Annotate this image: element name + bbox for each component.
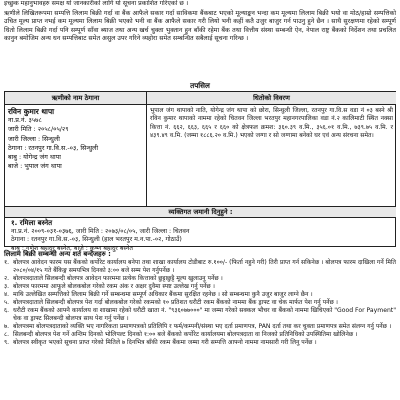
notice-top-line: इच्छुक महानुभावहरु समक्ष यो जानकारीको लागि यो सूचना प्रकाशित गरिएको छ ।: [4, 0, 189, 7]
term-item: ७. बोलपत्रमा बोलपत्रदाताको व्यक्ति भए नागरिकता प्रमाणपत्रको प्रतिलिपि र फर्म/कम्पनी/संस्था भए दर्ता प्रमाणपत्र, PAN दर्ता तथा कर चुक्ता प्रमाणपत्र समेत संलग्न गर्नु पर्नेछ ।: [4, 322, 392, 330]
guarantor-address: ठेगाना : रतनपुर गा.वि.स.-०३, सिन्धुली (हाल भरतपुर म.न.पा.-०२, गोठाउँ): [11, 236, 182, 244]
collateral-details: भुपाल जंग थापाको नाति, योगेन्द्र जंग थापा को छोरा, सिन्धुली जिल्ला, रतनपुर गा.वि.स वडा नं ०३ बस्ने श्री रविन कुमार थापाको नाममा रहेको चितवन जिल्ला भरतपुर महानगरपालिका वडा नं.२ कालिमाटी स्थित नक्सा कित्ता नं. ६६२, ६६३, ६६५ र ६६० को क्षेत्रफल क्रमश: ३६०.३९ व.मि., ३५६.०१ व.मि., ७३९.७५ व.मि. र ४३९.४९ व.मि. (जम्मा १८८६.२० व.मि.) भएको जग्गा र सो जग्गामा बनेको घर एवं अन्य संरचना समेत।: [150, 107, 393, 139]
term-item: ६. धरौटी रकम बैंकको आफ्नै कार्यालय वा शाखामा रहेको धरौटी खाता नं. "९३६०७७०००" मा जम्मा गरेको सक्कल भौचर वा बैंकको नाममा खिचिएको "Good For Payment" चेक वा ड्राफ्ट सिलबन्दी बोलपत्र साथ पेश गर्नु पर्नेछ ।: [4, 306, 396, 322]
term-item: ८. सिलबन्दी बोलपत्र पेश गर्ने अन्तिम दिनको भोलिपल्ट दिनको १:०० बजे बैंकको कर्पोरेट कार्यालयमा बोलपत्रदाता वा निजको प्रतिनिधिको उपस्थितिमा खोलिनेछ ।: [4, 330, 358, 338]
guarantor-id-details: ना.प्र.नं. २००९-०३१-०३७६, जारी मिति : २०७३/०८/०५, जारी जिल्ला : चितवन: [11, 227, 190, 235]
borrower-father: बाबु : योगेन्द्र जंग थापा: [8, 153, 61, 162]
borrower-grandfather: बाजे : भुपाल जंग थापा: [8, 162, 62, 171]
term-item: २. बोलपत्रदाताले सिलबन्दी बोलपत्र आवेदन फारममा प्रत्येक कित्ताको छुट्टाछुट्टै मूल्य खुलाउनु पर्नेछ ।: [4, 274, 223, 282]
term-item: ४. माथि उल्लेखित सम्पत्तिको लिलाम बिक्री गर्ने सम्बन्धमा सम्पूर्ण अधिकार बैंकमा सुरक्षित रहनेछ । सो सम्बन्धमा कुनै उजुर बाजुर लाग्ने छैन ।: [4, 290, 313, 298]
table-header-borrower: ऋणीको नाम ठेगाना: [5, 92, 147, 105]
terms-heading: लिलाम बिक्री सम्बन्धी अन्य शर्त बन्देजहरु :: [4, 250, 111, 258]
borrower-details: [5, 105, 147, 206]
term-item: ५. बोलपत्रदाताले सिलबन्दी बोलपत्र पेश गर्दा बोलकबोल गरेको रकमको १० प्रतिशत धरौटी रकम बैंकको नाममा बैंक ड्राफ्ट वा चेक मार्फत पेश गर्नु पर्नेछ ।: [4, 298, 338, 306]
term-item: ९. बोलपत्र स्वीकृत भएको सूचना प्राप्त गरेको मितिले ७ दिनभित्र बाँकी रकम बैंकमा जम्मा गरी सम्पत्ति आफ्नो नाममा नामसारी गरी लिनु पर्नेछ ।: [4, 338, 317, 346]
details-table: [4, 91, 396, 252]
term-item: १. बोलपत्र आवेदन फारम यस बैंकको कर्पोरेट कार्यालय बनेपा तथा शाखा कार्यालय टोडीबाट रु.१००/- (फिर्ता नहुने गरी) तिरी प्राप्त गर्न सकिनेछ । बोलपत्र फारम दाखिला गर्ने मिति २०८०/०४/१५ गते बैंकिङ्ग समयभित्र दिनको ३:०० बजे सम्म पेश गर्नुपर्नेछ ।: [4, 259, 396, 274]
borrower-name: रविन कुमार थापा: [8, 107, 55, 116]
table-header-collateral: धितोको विवरण: [147, 92, 396, 105]
borrower-issue-district: जारी जिल्ला : सिन्धुली: [8, 134, 60, 143]
guarantor-heading: व्यक्तिगत जमानी दिनुहुने :: [5, 206, 396, 218]
borrower-address: ठेगाना : रतनपुर गा.वि.स.-०३, सिन्धुली: [8, 143, 99, 152]
borrower-citizenship: ना.प्र.नं. ३५७८: [8, 116, 42, 125]
borrower-issue-date: जारी मिति : २०५८/०५/२९: [8, 125, 69, 134]
guarantor-name: १. रमिला बस्नेत: [11, 219, 53, 227]
terms-list: [4, 259, 396, 346]
notice-intro-paragraph: ऋणीले लिखितरूपमा सम्पत्ति लिलाम बिक्री गर्दा वा बैंक आफैले सकार गर्दा साविकमा बैंकबाट भएको मूल्याङ्कन भन्दा कम मूल्यमा लिलाम बिक्री भयो वा मोठ/हाम्रो सम्पत्तिको उचित मूल्य प्राप्त नभई कम मूल्यमा लिलाम बिक्री भएको भनी वा बैंक आफैले सकार गरी लियो भनी कहीं कतै उजुर बाजुर गर्न पाउनु हुने छैन । साथै सुरक्षणमा रहेको सम्पूर्ण धितो लिलाम बिक्री गर्दा पनि सम्पूर्ण साँवा ब्याज तथा अन्य खर्च चुक्ता भुक्तान हुन बाँकी रहेमा बैंक तथा वित्तीय संस्था सम्बन्धी ऐन, नेपाल राष्ट्र बैंकको निर्देशन तथा प्रचलित कानुन बमोजिम अन्य धन सम्पत्तिबाट समेत असुल उपर गरिने व्यहोरा समेत सम्बन्धित सबैलाई सूचना गरिन्छ ।: [4, 10, 396, 42]
guarantor-family: बाबु : गणेश बहादुर बस्नेत, बाजे : कृष्ण बहादुर बस्नेत: [11, 244, 133, 252]
term-item: ३. बोलपत्र फारममा आफूले बोलकबोल गरेको रकम अंक र अक्षर दुवैमा स्पष्ट उल्लेख गर्नु पर्नेछ ।: [4, 282, 215, 290]
tapasil-heading: तपसिल: [190, 81, 210, 90]
guarantor-details: [5, 218, 396, 252]
